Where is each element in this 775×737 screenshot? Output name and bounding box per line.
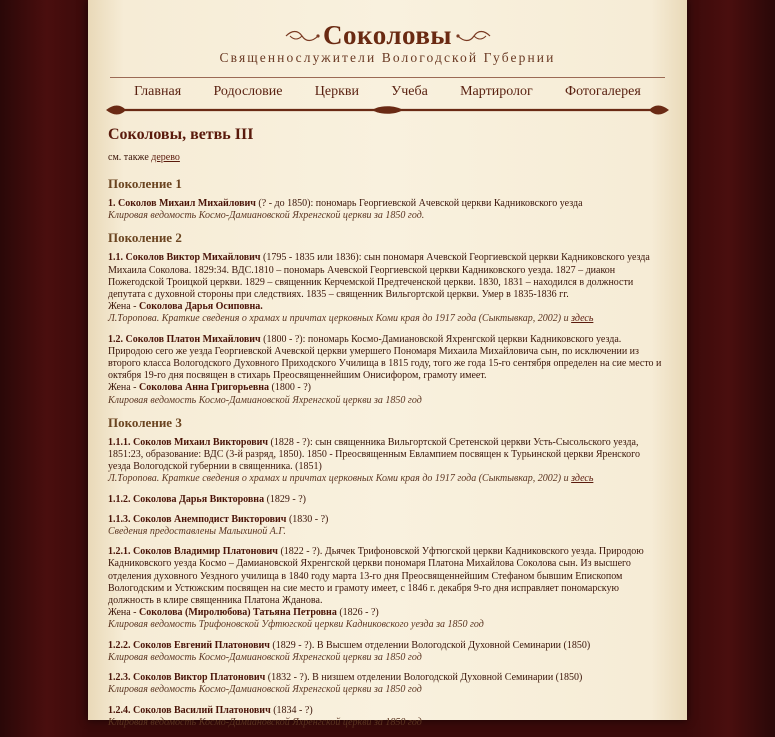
person-description: (1829 - ?). В Высшем отделении Вологодской Духовной Семинарии (1850) [269,639,591,651]
person-name: 1.1.2. Соколова Дарья Викторовна [108,493,265,505]
main-content [108,126,663,737]
source-citation [108,473,593,484]
nav-item[interactable]: Главная [134,84,182,99]
site-subtitle: Священнослужители Вологодской Губернии [219,50,556,65]
page-sheet [88,0,687,728]
person-entry [108,672,663,696]
person-description: (1795 - 1835 или 1836): сын пономаря Ачевской Георгиевской церкви Кадниковского уезда Михаила Соколова. 1829:34. ВДС.1810 – пономарь Ачевской Георгиевской церкви Кадниковского уезда. 1827 – диакон Пожегодской Троицкой церкви. 1829 – священник Керчемской Предтеченской церкви. 1830, 1831 – находился в должности депутата с духовной стороны при следствиях. 1835 – священник Вильгортской церкви. Умер в 1835-1836 гг. [108,252,650,301]
see-also-prefix: см. также [108,152,152,163]
person-entry [108,514,663,538]
person-entry [108,252,663,325]
person-description: (1834 - ?) [270,704,313,716]
person-name: 1.1. Соколов Виктор Михайлович [108,252,261,264]
source-text: Л.Торопова. Краткие сведения о храмах и причтах церковных Коми края до 1917 года (Сыктывкар, 2002) и [108,313,572,325]
source-citation [108,619,484,630]
site-header [88,0,687,112]
person-name: 1.2.3. Соколов Виктор Платонович [108,672,266,684]
person-entry [108,334,663,407]
source-link[interactable]: здесь [571,473,594,485]
person-description: (1830 - ?) [286,513,329,525]
generation-heading: Поколение 2 [108,230,182,246]
person-description: (? - до 1850): пономарь Георгиевской Ачевской церкви Кадниковского уезда [255,198,583,209]
person-description: (1832 - ?). В низшем отделении Вологодской Духовной Семинарии (1850) [265,672,583,684]
generation-heading: Поколение 1 [108,176,182,191]
source-text: Сведения предоставлены Малыхиной А.Г. [108,526,286,538]
nav-item[interactable]: Церкви [314,84,359,99]
source-citation [108,684,422,695]
source-link[interactable]: здесь [571,313,594,325]
person-description: (1800 - ?): пономарь Космо-Дамиановской Яхренгской церкви Кадниковского уезда. Природою сего же уезда Георгиевской Ачевской церкви умершего Пономаря Михаила Михайловича сын, по исключении из второго класса Вологодского Духовного Приходского Училища в 1815 году, того же года 15-го сентября определен на сие место и октября 19-го дня посвящен в стихарь Преосвященнейшим Онисифором, грамоту имеет. [108,333,662,382]
tree-link[interactable]: дерево [151,152,180,163]
source-text: Клировая ведомость Космо-Дамиановской Яхренгской церкви за 1850 год [108,716,422,728]
source-text: Клировая ведомость Космо-Дамиановской Яхренгской церкви за 1850 год [108,394,422,406]
nav-top-line [110,77,665,78]
person-description: (1828 - ?): сын священника Вильгортской Сретенской церкви Усть-Сысольского уезда, 1851:23, образование: ВДС (3-й разряд, 1850). 1850 - Преосвященным Евлампием посвящен к Турьинской церкви Яренского уезда Вологодской губернии в священника. (1851) [108,436,640,473]
spouse-name: Соколова Дарья Осиповна. [139,301,263,313]
person-name: 1. Соколов Михаил Михайлович [108,198,256,209]
person-name: 1.2. Соколов Платон Михайлович [108,333,261,345]
spouse-name: Соколова (Миролюбова) Татьяна Петровна [139,607,337,619]
spouse-prefix: Жена - [108,301,140,313]
person-name: 1.2.2. Соколов Евгений Платонович [108,639,270,651]
person-name: 1.1.3. Соколов Анемподист Викторович [108,513,287,525]
spouse-prefix: Жена - [108,382,140,394]
spouse-name: Соколова Анна Григорьевна [139,382,270,394]
person-entry [108,546,663,631]
generation-heading: Поколение 3 [108,414,182,430]
person-entry [108,705,663,729]
source-citation [108,210,424,221]
spouse-dates: (1826 - ?) [336,607,379,619]
source-text: Л.Торопова. Краткие сведения о храмах и причтах церковных Коми края до 1917 года (Сыктывкар, 2002) и [108,473,572,485]
source-text: Клировая ведомость Космо-Дамиановской Яхренгской церкви за 1850 год [108,684,422,696]
right-flourish-icon [456,28,492,44]
source-citation [108,313,593,324]
source-citation [108,395,422,406]
source-text: Клировая ведомость Космо-Дамиановской Яхренгской церкви за 1850 год [108,651,422,663]
person-name: 1.2.4. Соколов Василий Платонович [108,704,271,716]
source-text: Клировая ведомость Трифоновской Уфтюгской церкви Кадниковского уезда за 1850 год [108,619,484,631]
page-heading: Соколовы, ветвь III [108,126,254,143]
nav-item[interactable]: Фотогалерея [565,84,641,99]
person-description: (1829 - ?) [264,493,307,505]
source-citation [108,652,422,663]
nav-item[interactable]: Мартиролог [460,84,533,99]
spouse-dates: (1800 - ?) [269,382,311,394]
see-also [108,152,663,163]
person-description: (1822 - ?). Дьячек Трифоновской Уфтюгской церкви Кадниковского уезда. Природою Кадниковского уезда Космо – Дамиановской Яхренгской церкви пономаря Платона Михайлова Соколова сын. Из высшего отделения духовного Уездного училища в 1840 году марта 13-го дня Преосвященнейшим Стефаном бывшим Епископом Вологодским и Устюжским посвящен на сие место и грамоту имеет, с 1846 г. декабря 9-го дня исправляет пономарскую должность в клире священника Платона Жданова. [108,546,644,607]
person-entry [108,198,663,222]
source-citation [108,526,286,537]
person-entry [108,640,663,664]
person-entry [108,437,663,486]
main-nav [110,84,665,104]
ornamental-divider-icon [106,104,669,116]
source-citation [108,717,422,728]
person-name: 1.2.1. Соколов Владимир Платонович [108,546,278,558]
nav-item[interactable]: Родословие [213,84,283,99]
source-text: Клировая ведомость Космо-Дамиановской Яхренгской церкви за 1850 год. [108,210,425,222]
person-name: 1.1.1. Соколов Михаил Викторович [108,436,269,448]
site-title: Соколовы [323,20,452,50]
nav-item[interactable]: Учеба [391,84,428,99]
spouse-prefix: Жена - [108,607,140,619]
generations-list [108,176,663,729]
person-entry [108,494,663,506]
